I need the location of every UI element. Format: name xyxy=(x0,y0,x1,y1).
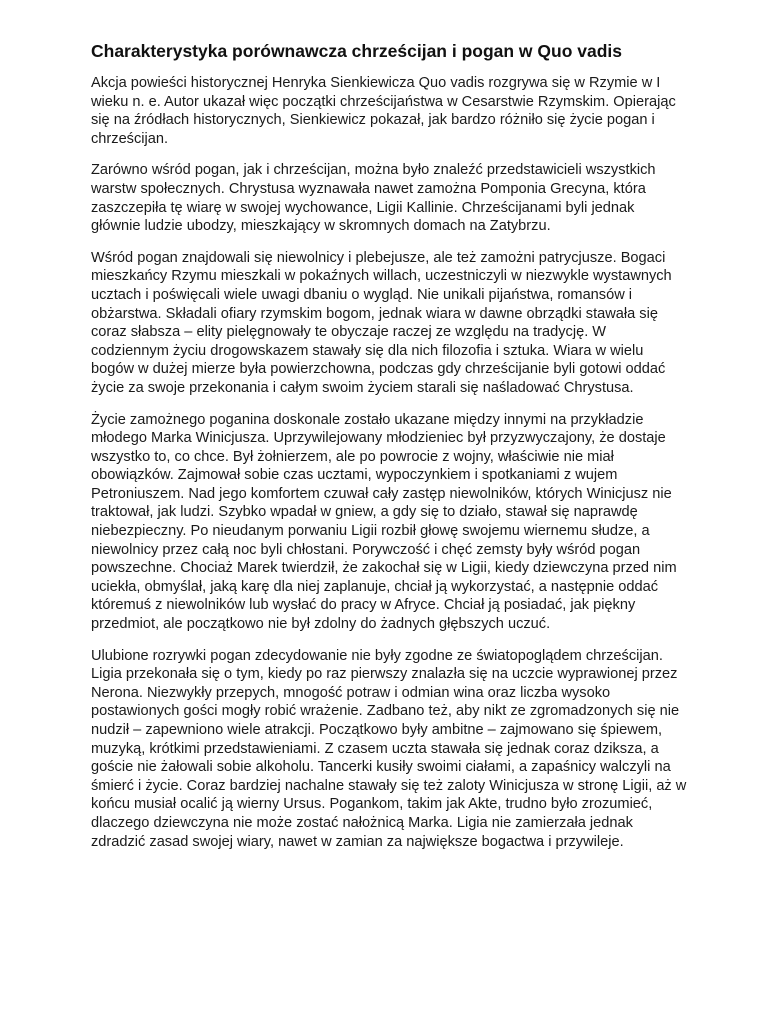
paragraph-marek-winicjusz: Życie zamożnego poganina doskonale zostało ukazane między innymi na przykładzie młodego Marka Winicjusza. Uprzywilejowany młodzieniec był przyzwyczajony, że dostaje wszystko to, co chce. Był żołnierzem, ale po powrocie z wojny, właściwie nie miał obowiązków. Zajmował sobie czas ucztami, wypoczynkiem i spotkaniami z wujem Petroniuszem. Nad jego komfortem czuwał cały zastęp niewolników, których Winicjusz nie traktował, jak ludzi. Szybko wpadał w gniew, a gdy się to działo, stawał się naprawdę niebezpieczny. Po nieudanym porwaniu Ligii rozbił głowę swojemu wiernemu słudze, a niewolnicy przez całą noc byli chłostani. Porywczość i chęć zemsty były wśród pogan powszechne. Chociaż Marek twierdził, że zakochał się w Ligii, kiedy dziewczyna przed nim uciekła, obmyślał, jaką karę dla niej zaplanuje, chciał ją wykorzystać, a następnie oddać któremuś z niewolników lub wysłać do pracy w Afryce. Chciał ją posiadać, jak piękny przedmiot, ale początkowo nie był zdolny do żadnych głębszych uczuć. xyxy=(91,411,677,633)
document-page xyxy=(91,38,687,864)
paragraph-intro: Akcja powieści historycznej Henryka Sienkiewicza Quo vadis rozgrywa się w Rzymie w I wieku n. e. Autor ukazał więc początki chrześcijaństwa w Cesarstwie Rzymskim. Opierając się na źródłach historycznych, Sienkiewicz pokazał, jak bardzo różniło się życie pogan i chrześcijan. xyxy=(91,75,676,147)
paragraph-social-classes: Zarówno wśród pogan, jak i chrześcijan, można było znaleźć przedstawicieli wszystkich warstw społecznych. Chrystusa wyznawała nawet zamożna Pomponia Grecyna, która zaszczepiła tę wiarę w swojej wychowance, Ligii Kallinie. Chrześcijanami byli jednak głównie ludzie ubodzy, mieszkający w skromnych domach na Zatybrzu. xyxy=(91,162,656,235)
paragraph-pagan-life: Wśród pogan znajdowali się niewolnicy i plebejusze, ale też zamożni patrycjusze. Bogaci mieszkańcy Rzymu mieszkali w pokaźnych willach, uczestniczyli w niezwykle wystawnych ucztach i poświęcali wiele uwagi dbaniu o wygląd. Nie unikali pijaństwa, romansów i obżarstwa. Składali ofiary rzymskim bogom, jednak wiara w dawne obrządki stawała się coraz słabsza – elity pielęgnowały te obyczaje raczej ze względu na tradycję. W codziennym życiu drogowskazem stawały się dla nich filozofia i sztuka. Wiara w wielu bogów w dużej mierze była powierzchowna, podczas gdy chrześcijanie byli gotowi oddać życie za swoje przekonania i całym swoim życiem starali się naśladować Chrystusa. xyxy=(91,249,672,396)
document-title: Charakterystyka porównawcza chrześcijan i pogan w Quo vadis xyxy=(91,41,623,61)
paragraph-pagan-entertainment: Ulubione rozrywki pogan zdecydowanie nie były zgodne ze światopoglądem chrześcijan. Ligia przekonała się o tym, kiedy po raz pierwszy znalazła się na uczcie wyprawionej przez Nerona. Niezwykły przepych, mnogość potraw i odmian wina oraz liczba wysoko postawionych gości mogły robić wrażenie. Zadbano też, aby nikt ze zgromadzonych się nie nudził – zapewniono wiele atrakcji. Początkowo były ambitne – zajmowano się śpiewem, muzyką, krótkimi przedstawieniami. Z czasem uczta stawała się jednak coraz dziksza, a goście nie żałowali sobie alkoholu. Tancerki kusiły swoimi ciałami, a zapaśnicy walczyli na śmierć i życie. Coraz bardziej nachalne stawały się też zaloty Winicjusza w stronę Ligii, aż w końcu musiał ocalić ją wierny Ursus. Pogankom, takim jak Akte, trudno było zrozumieć, dlaczego dziewczyna nie może zostać nałożnicą Marka. Ligia nie zamierzała jednak zdradzić zasad swojej wiary, nawet w zamian za największe bogactwa i przywileje. xyxy=(91,647,687,850)
